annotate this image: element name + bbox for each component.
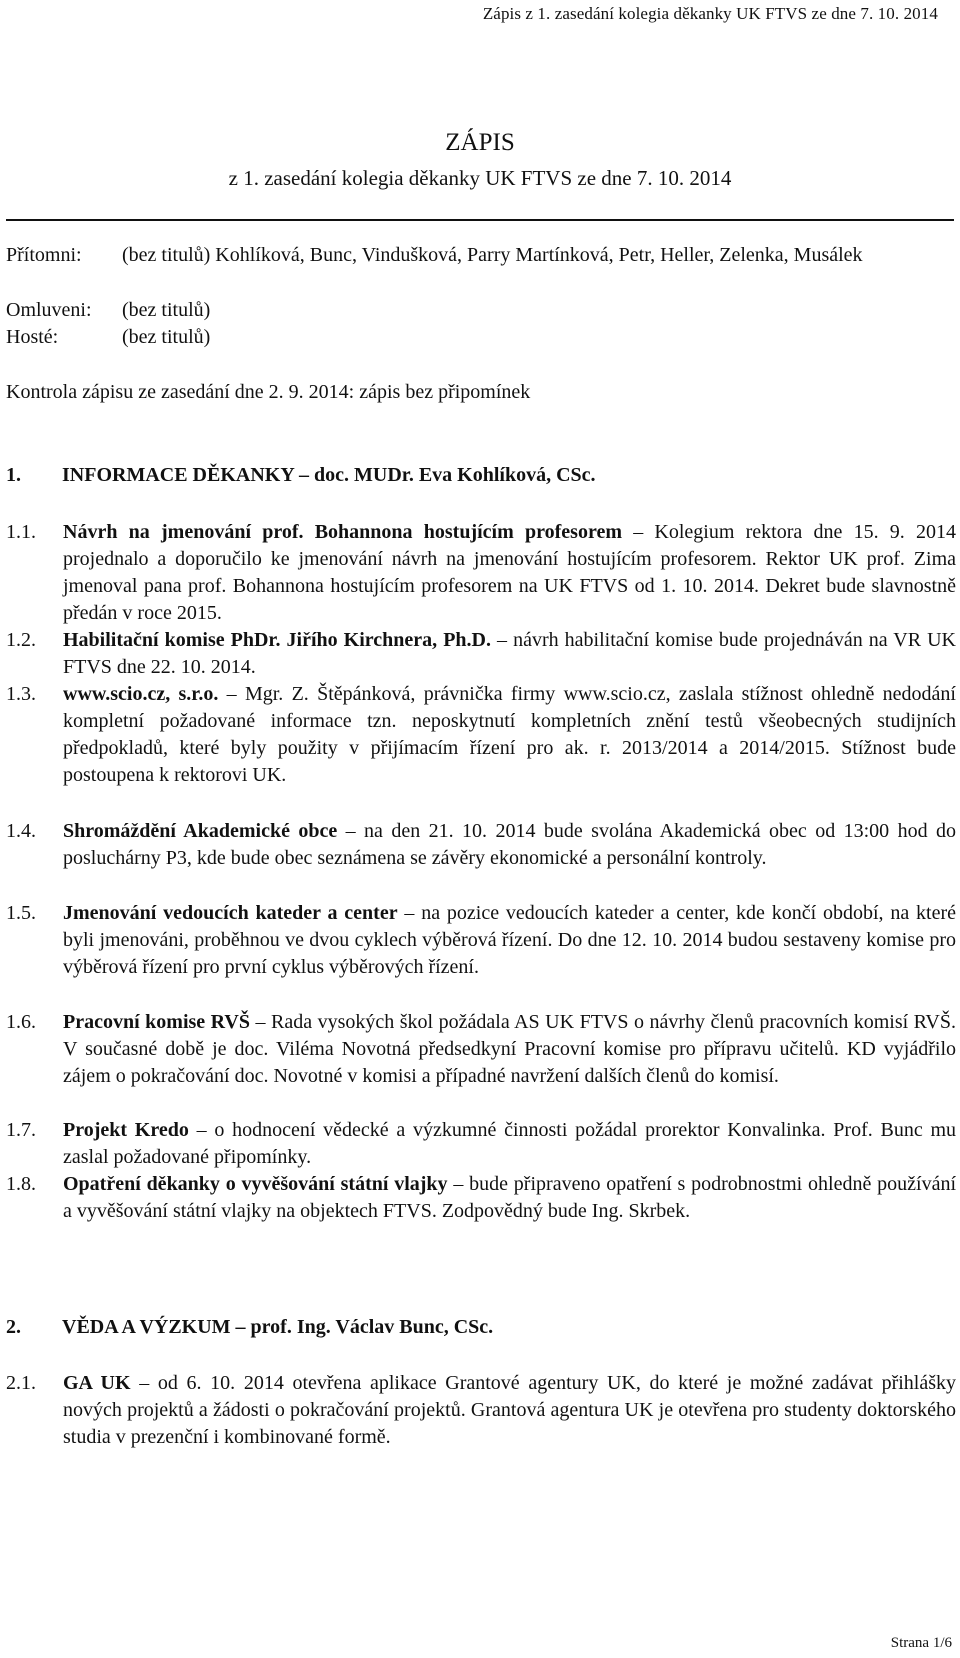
item-body [63, 900, 956, 981]
minutes-item [6, 627, 956, 681]
item-heading: Jmenování vedoucích kateder a center [63, 902, 398, 924]
item-heading: Habilitační komise PhDr. Jiřího Kirchnera, Ph.D. [63, 629, 491, 651]
minutes-item [6, 681, 956, 789]
item-body [63, 818, 956, 872]
item-text: – návrh habilitační komise bude projednáván na VR UK FTVS dne 22. 10. 2014. [63, 629, 956, 678]
item-body [63, 1370, 956, 1451]
item-text: – Rada vysokých škol požádala AS UK FTVS o návrhy členů pracovních komisí RVŠ. V současné době je doc. Viléma Novotná předsedkyní Pracovní komise pro přípravu učitelů. KD vyjádřilo zájem o pokračování doc. Novotné v komisi a případné navržení dalších členů do komisí. [63, 1011, 956, 1087]
present-label: Přítomni: [6, 244, 82, 266]
running-header: Zápis z 1. zasedání kolegia děkanky UK FTVS ze dne 7. 10. 2014 [482, 4, 938, 23]
item-heading: Návrh na jmenování prof. Bohannona hostujícím profesorem [63, 521, 622, 543]
section-number: 2. [6, 1316, 21, 1338]
minutes-check: Kontrola zápisu ze zasedání dne 2. 9. 2014: zápis bez připomínek [6, 381, 531, 403]
item-heading: www.scio.cz, s.r.o. [63, 683, 219, 705]
item-body [63, 627, 956, 681]
minutes-item [6, 1171, 956, 1225]
item-body [63, 519, 956, 627]
excused-label: Omluveni: [6, 299, 92, 321]
present-value: (bez titulů) Kohlíková, Bunc, Vindušková, Parry Martínková, Petr, Heller, Zelenka, Musálek [122, 244, 863, 266]
item-number: 1.5. [6, 902, 36, 924]
attendance-guests [6, 324, 912, 351]
document-subtitle: z 1. zasedání kolegia děkanky UK FTVS ze dne 7. 10. 2014 [228, 166, 732, 190]
item-text: – na den 21. 10. 2014 bude svolána Akademická obec od 13:00 hod do posluchárny P3, kde bude obec seznámena se závěry ekonomické a personální kontroly. [63, 820, 956, 869]
item-text: – Mgr. Z. Štěpánková, právnička firmy www.scio.cz, zaslala stížnost ohledně nedodání kompletní požadované informace tzn. neposkytnutí kompletních znění testů všeobecných studijních předpokladů, které byly použity v přijímacím řízení pro ak. r. 2013/2014 a 2014/2015. Stížnost bude postoupena k rektorovi UK. [63, 683, 956, 786]
section-heading [6, 462, 596, 489]
item-text: – o hodnocení vědecké a výzkumné činnosti požádal prorektor Konvalinka. Prof. Bunc mu zaslal požadované připomínky. [63, 1119, 957, 1168]
section-title: INFORMACE DĚKANKY – doc. MUDr. Eva Kohlíková, CSc. [62, 464, 596, 486]
title-divider [6, 219, 954, 221]
attendance-excused [6, 297, 912, 324]
item-body [63, 681, 956, 789]
minutes-item [6, 900, 956, 981]
minutes-item [6, 1117, 956, 1171]
item-number: 1.4. [6, 820, 36, 842]
item-text: – na pozice vedoucích kateder a center, kde končí období, na které byli jmenováni, proběhnou ve dvou cyklech výběrová řízení. Do dne 12. 10. 2014 budou sestaveny komise pro výběrová řízení pro první cyklus výběrových řízení. [63, 902, 956, 978]
item-heading: Projekt Kredo [63, 1119, 189, 1141]
page-number: Strana 1/6 [890, 1635, 952, 1651]
item-number: 1.6. [6, 1011, 36, 1033]
guests-label: Hosté: [6, 326, 59, 348]
minutes-item [6, 818, 956, 872]
excused-value: (bez titulů) [122, 299, 211, 321]
item-number: 1.7. [6, 1119, 36, 1141]
item-number: 2.1. [6, 1372, 36, 1394]
minutes-item [6, 1009, 956, 1090]
item-number: 1.3. [6, 683, 36, 705]
item-body [63, 1009, 956, 1090]
item-text: – bude připraveno opatření s podrobnostmi ohledně používání a vyvěšování státní vlajky na objektech FTVS. Zodpovědný bude Ing. Skrbek. [63, 1173, 956, 1222]
item-body [63, 1171, 956, 1225]
item-body [63, 1117, 956, 1171]
attendance-present [6, 242, 912, 269]
section-title: VĚDA A VÝZKUM – prof. Ing. Václav Bunc, CSc. [62, 1316, 494, 1338]
guests-value: (bez titulů) [122, 326, 211, 348]
item-heading: GA UK [63, 1372, 131, 1394]
section-heading [6, 1314, 493, 1341]
document-title: ZÁPIS [445, 129, 515, 156]
minutes-item [6, 1370, 956, 1451]
item-text: – od 6. 10. 2014 otevřena aplikace Grantové agentury UK, do které je možné zadávat přihlášky nových projektů a žádosti o pokračování projektů. Grantová agentura UK je otevřena pro studenty doktorského studia v prezenční i kombinované formě. [63, 1372, 957, 1448]
item-number: 1.1. [6, 521, 36, 543]
item-heading: Pracovní komise RVŠ [63, 1011, 250, 1033]
item-text: – Kolegium rektora dne 15. 9. 2014 projednalo a doporučilo ke jmenování návrh na jmenování hostujícím profesorem. Rektor UK prof. Zima jmenoval pana prof. Bohannona hostujícím profesorem na UK FTVS od 1. 10. 2014. Dekret bude slavnostně předán v roce 2015. [63, 521, 956, 624]
minutes-item [6, 519, 956, 627]
item-number: 1.8. [6, 1173, 36, 1195]
section-number: 1. [6, 464, 21, 486]
item-heading: Opatření děkanky o vyvěšování státní vlajky [63, 1173, 448, 1195]
item-number: 1.2. [6, 629, 36, 651]
item-heading: Shromáždění Akademické obce [63, 820, 338, 842]
